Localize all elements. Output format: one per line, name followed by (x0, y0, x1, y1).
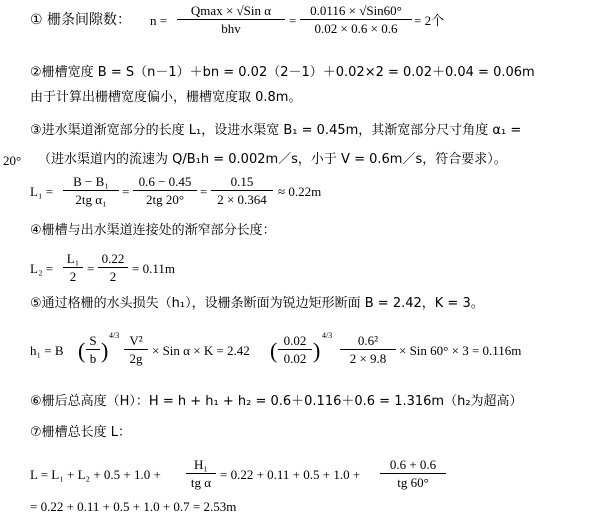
eq5-line: ⑤通过格栅的水头损失（h₁），设栅条断面为锐边矩形断面 B = 2.42，K = 3。 (30, 296, 484, 311)
eq1-f1-num: Qmax × √Sin α (190, 3, 272, 18)
eq4-f2-den: 2 (109, 269, 117, 284)
eq3-f3-den: 2 × 0.364 (217, 192, 267, 207)
eq1-fraction-1 (177, 3, 285, 36)
eq1-fraction-2 (300, 3, 412, 36)
eq4-lhs: L₂ = (30, 261, 54, 276)
eq5-exponent-2: 4/3 (322, 331, 333, 340)
eq4-f2-num: 0.22 (101, 251, 125, 266)
eq5-result: × Sin 60° × 3 = 0.116m (399, 343, 522, 358)
eq1-f2-den: 0.02 × 0.6 × 0.6 (314, 21, 398, 36)
eq3-fraction-1 (63, 174, 119, 207)
eq5-f1-num: S (89, 333, 97, 348)
eq1-label: ① 栅条间隙数： (30, 12, 132, 28)
eq7-f2-den: tg 60° (397, 475, 429, 490)
eq3-f3-num: 0.15 (230, 174, 254, 189)
eq4-line: ④栅槽与出水渠道连接处的渐窄部分长度： (30, 223, 276, 238)
eq5-f1-den: b (89, 351, 97, 366)
eq1-f2-num: 0.0116 × √Sin60° (310, 3, 402, 18)
eq4-result: = 0.11m (132, 261, 175, 276)
eq7-f1-den: tg α (190, 475, 212, 490)
eq5-fraction-3 (278, 333, 312, 366)
eq7-f2-num: 0.6 + 0.6 (389, 457, 437, 472)
eq3-fraction-2 (133, 174, 197, 207)
eq5-exponent: 4/3 (109, 331, 120, 340)
eq1-result: = 2个 (414, 13, 445, 28)
eq1-equals: = (289, 13, 297, 28)
eq3-line: ③进水渠道渐宽部分的长度 L₁，设进水渠宽 B₁ = 0.45m，其渐宽部分尺寸角度 α₁ = (30, 123, 522, 138)
eq3-result: ≈ 0.22m (278, 184, 322, 199)
eq5-fraction-1 (86, 333, 100, 366)
eq3-fraction-3 (211, 174, 273, 207)
eq5-fraction-2 (124, 333, 148, 366)
eq7-mid: = 0.22 + 0.11 + 0.5 + 1.0 + (220, 467, 361, 482)
eq6-line: ⑥栅后总高度（H）：H = h + h₁ + h₂ = 0.6＋0.116＋0.6 = 1.316m（h₂为超高） (30, 394, 523, 409)
eq7-line: ⑦栅槽总长度 L： (30, 425, 132, 440)
eq3-angle: 20° (3, 153, 22, 168)
eq4-f1-num: L₁ (66, 251, 80, 266)
eq5-mid: × Sin α × K = 2.42 (152, 343, 250, 358)
eq7-fraction-1 (186, 457, 216, 490)
eq4-fraction-2 (98, 251, 128, 284)
eq3-note: （进水渠道内的流速为 Q/B₁h = 0.002m／s，小于 V = 0.6m／s，符合要求）。 (38, 152, 507, 167)
eq3-lhs: L₁ = (30, 184, 54, 199)
eq7-f1-num: H₁ (194, 457, 208, 472)
eq5-f3-den: 0.02 (283, 351, 307, 366)
eq5-f4-den: 2 × 9.8 (349, 351, 387, 366)
eq7-fraction-2 (380, 457, 446, 490)
eq5-f2-num: V² (129, 333, 143, 348)
eq7-lhs: L = L₁ + L₂ + 0.5 + 1.0 + (30, 467, 161, 482)
eq5-lhs: h₁ = B (30, 343, 64, 358)
eq5-f3-num: 0.02 (283, 333, 307, 348)
eq2-note: 由于计算出栅槽宽度偏小，栅槽宽度取 0.8m。 (30, 90, 302, 105)
eq4-fraction-1 (63, 251, 83, 284)
eq7-final: = 0.22 + 0.11 + 0.5 + 1.0 + 0.7 = 2.53m (30, 499, 237, 514)
eq1-f1-den: bhv (221, 21, 241, 36)
eq5-f2-den: 2g (129, 351, 143, 366)
eq3-f2-num: 0.6 − 0.45 (138, 174, 192, 189)
eq5-fraction-4 (340, 333, 396, 366)
eq1-lhs: n = (150, 13, 168, 28)
eq3-f1-num: B − B₁ (73, 174, 109, 189)
eq4-f1-den: 2 (69, 269, 77, 284)
eq3-f1-den: 2tg α₁ (75, 192, 107, 207)
eq2-line: ②栅槽宽度 B = S（n－1）＋bn = 0.02（2－1）＋0.02×2 = 0.02＋0.04 = 0.06m (30, 65, 535, 80)
eq3-f2-den: 2tg 20° (145, 192, 185, 207)
eq5-f4-num: 0.6² (357, 333, 379, 348)
